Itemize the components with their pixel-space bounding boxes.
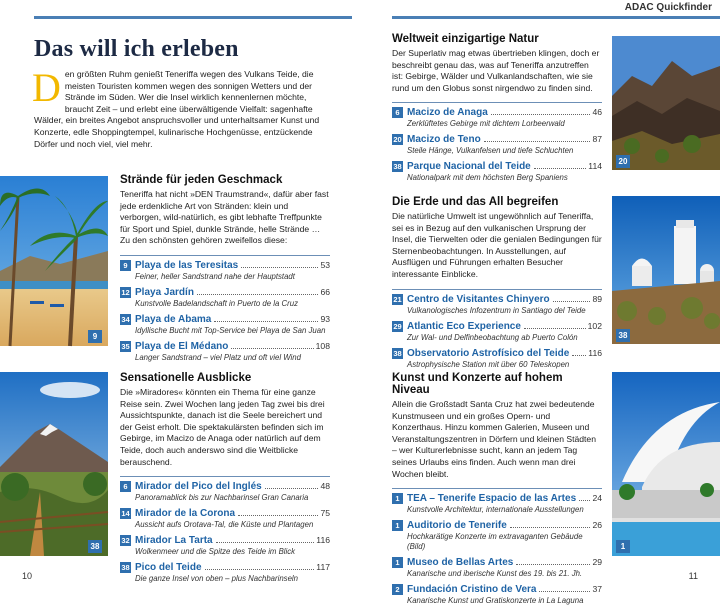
section-kunst-text: Allein die Großstadt Santa Cruz hat zwei bedeutende Kunstmuseen und ein großes Opern- und Konzerthaus. Hinzu kommen Galerien, Museen und Veranstaltungszentren in Dörfern und kleinen Städten – wer Kulturerlebnisse sucht, kann an jedem Tag seines Urlaubs eins finden. Auch wenn man drei Wochen bleibt. <box>392 399 596 479</box>
section-erde-text: Die natürliche Umwelt ist ungewöhnlich auf Teneriffa, sei es in Bezug auf den vulkanischen Ursprung der Insel, die Tierwelten oder die genialen Bedingungen für Sternenbeobachtungen. In Ausstellungen, auf Ausflügen und Führungen erhalten Besucher interessante Einblicke. <box>392 211 602 279</box>
entry-badge: 38 <box>121 563 130 573</box>
list-item[interactable] <box>120 283 330 310</box>
entry-name: Macizo de Anaga <box>407 107 488 119</box>
list-item[interactable] <box>392 103 602 130</box>
entry-page: 53 <box>320 259 330 270</box>
section-strande-entries <box>120 255 330 364</box>
entry-badge: 12 <box>121 287 130 297</box>
section-natur-text: Der Superlativ mag etwas übertrieben klingen, doch er beschreibt genau das, was auf Teneriffa anzutreffen ist: Gebirge, Wälder und Vulkanlandschaften, wie sie rund um den Globus sonst nirgendwo zu finden sind. <box>392 48 600 93</box>
list-item[interactable] <box>392 317 602 344</box>
entry-page: 116 <box>588 347 602 358</box>
entry-name: Centro de Visitantes Chinyero <box>407 293 550 305</box>
list-item[interactable] <box>120 558 330 585</box>
section-kunst-entries <box>392 488 602 607</box>
list-item[interactable] <box>120 504 330 531</box>
section-ausblicke <box>120 372 330 585</box>
entry-desc: Feiner, heller Sandstrand nahe der Hauptstadt <box>135 271 295 281</box>
section-erde-heading: Die Erde und das All begreifen <box>392 196 559 208</box>
list-item[interactable] <box>120 256 330 283</box>
entry-badge: 6 <box>120 481 131 492</box>
entry-desc: Panoramablick bis zur Nachbarinsel Gran Canaria <box>135 493 309 503</box>
entry-page: 89 <box>592 293 602 304</box>
entry-desc: Zerklüftetes Gebirge mit dichtem Lorbeerwald <box>407 119 565 129</box>
photo-auditorio <box>612 372 720 556</box>
entry-desc: Vulkanologisches Infozentrum in Santiago del Teide <box>407 305 586 315</box>
section-ausblicke-text: Die »Miradores« könnten ein Thema für eine ganze Reise sein. Zwei Wochen lang jeden Tag zwei bis drei Aussichtspunkte, danach ist die Seele bereichert und der Geist erholt. Die spektakulärsten befinden sich im Gebirge, im Macizo de Anaga oder natürlich auf dem Teide, doch auch anderswo sind die Weitblicke berauschend. <box>120 387 325 467</box>
entry-badge: 1 <box>392 520 403 531</box>
entry-page: 24 <box>592 493 602 504</box>
entry-desc: Nationalpark mit dem höchsten Berg Spaniens <box>407 173 568 183</box>
section-strande-text: Teneriffa hat nicht »DEN Traumstrand«, dafür aber fast jede erdenkliche Art von Stränden: klein und verborgen, wild-natürlich, es gibt lebhafte Treffpunkte für Sport und Spiel, dunkle Strände, helle Strände … Zu den schönsten gehören zweifellos diese: <box>120 189 329 246</box>
header-rule-left <box>34 16 352 19</box>
section-erde-entries <box>392 289 602 371</box>
photo-observatory <box>612 196 720 344</box>
entry-name: TEA – Tenerife Espacio de las Artes <box>407 493 577 505</box>
entry-desc: Steile Hänge, Vulkanfelsen und tiefe Schluchten <box>407 146 574 156</box>
list-item[interactable] <box>120 531 330 558</box>
entry-desc: Idyllische Bucht mit Top-Service bei Playa de San Juan <box>135 325 326 335</box>
running-header-title: ADAC Quickfinder <box>624 2 712 13</box>
entry-badge: 35 <box>121 341 130 351</box>
photo-observatory-badge: 38 <box>616 329 630 342</box>
entry-badge: 2 <box>392 584 403 595</box>
entry-name: Atlantic Eco Experience <box>407 320 521 332</box>
entry-desc: Die ganze Insel von oben – plus Nachbarinseln <box>135 574 298 584</box>
running-header <box>0 0 720 16</box>
entry-name: Auditorio de Tenerife <box>407 520 507 532</box>
photo-rocks-badge: 20 <box>616 155 630 168</box>
entry-page: 93 <box>320 313 330 324</box>
section-natur <box>392 33 602 184</box>
entry-page: 46 <box>592 107 602 118</box>
page-number-left: 10 <box>22 571 33 581</box>
entry-desc: Kunstvolle Architektur, internationale Ausstellungen <box>407 505 584 515</box>
entry-page: 66 <box>320 286 330 297</box>
entry-page: 116 <box>316 535 330 546</box>
entry-badge: 32 <box>121 536 130 546</box>
entry-desc: Kunstvolle Badelandschaft in Puerto de la Cruz <box>135 298 298 308</box>
section-ausblicke-entries <box>120 476 330 585</box>
entry-badge: 1 <box>392 493 403 504</box>
section-natur-entries <box>392 102 602 184</box>
header-rule-right <box>392 16 720 19</box>
entry-page: 114 <box>588 161 602 172</box>
entry-desc: Langer Sandstrand – viel Platz und oft viel Wind <box>135 352 301 362</box>
entry-name: Playa Jardín <box>135 286 194 298</box>
list-item[interactable] <box>392 157 602 184</box>
entry-badge: 9 <box>120 260 131 271</box>
entry-desc: Wolkenmeer und die Spitze des Teide im Blick <box>135 547 296 557</box>
entry-name: Pico del Teide <box>135 562 202 574</box>
entry-page: 75 <box>320 508 330 519</box>
entry-name: Mirador La Tarta <box>135 535 213 547</box>
entry-badge: 34 <box>121 314 130 324</box>
list-item[interactable] <box>392 290 602 317</box>
entry-name: Parque Nacional del Teide <box>407 161 531 173</box>
entry-badge: 1 <box>392 557 403 568</box>
section-ausblicke-heading: Sensationelle Ausblicke <box>120 372 252 384</box>
entry-name: Playa de las Teresitas <box>135 259 239 271</box>
entry-name: Macizo de Teno <box>407 134 481 146</box>
photo-rocks <box>612 36 720 170</box>
entry-desc: Hochkarätige Konzerte im extravaganten Gebäude (Bild) <box>407 532 583 552</box>
photo-teide-view <box>0 372 108 556</box>
section-kunst-heading: Kunst und Konzerte auf hohem Niveau <box>392 372 563 396</box>
entry-name: Playa de Abama <box>135 313 212 325</box>
section-kunst <box>392 372 602 607</box>
photo-beach-badge: 9 <box>88 330 102 343</box>
entry-badge: 29 <box>393 321 402 331</box>
entry-page: 87 <box>592 134 602 145</box>
entry-badge: 20 <box>393 135 402 145</box>
entry-badge: 38 <box>393 162 402 172</box>
section-erde <box>392 196 602 371</box>
dropcap: D <box>32 65 61 110</box>
list-item[interactable] <box>120 337 330 364</box>
intro-text: en größten Ruhm genießt Teneriffa wegen des Vulkans Teide, die meisten Touristen kommen wegen des sonnigen Wetters und der Strände im Süden. Wer die Insel wirklich kennenlernen möchte, braucht Zeit – und erlebt eine überwältigende Vielfalt: sagenhafte Wälder, ein breites Angebot anspruchsvoller und unterhaltsamer Kunst und Konzerte, edle Shoppingtempel, kulinarische Hochgenüsse, entzückende Dörfer und noch viel, viel mehr. <box>34 69 320 149</box>
section-natur-heading: Weltweit einzigartige Natur <box>392 33 539 45</box>
entry-desc: Kanarische Kunst und Gratiskonzerte in La Laguna <box>407 596 584 606</box>
entry-desc: Zur Wal- und Delfinbeobachtung ab Puerto Colón <box>407 332 578 342</box>
entry-badge: 21 <box>393 294 402 304</box>
entry-page: 117 <box>316 562 330 573</box>
intro-paragraph <box>32 65 334 150</box>
entry-page: 29 <box>592 557 602 568</box>
photo-beach <box>0 176 108 346</box>
entry-badge: 38 <box>393 348 402 358</box>
entry-page: 48 <box>320 481 330 492</box>
list-item[interactable] <box>392 344 602 371</box>
section-strande <box>120 174 330 364</box>
entry-name: Museo de Bellas Artes <box>407 557 514 569</box>
list-item[interactable] <box>120 310 330 337</box>
list-item[interactable] <box>392 580 602 607</box>
entry-desc: Astrophysische Station mit über 60 Teleskopen <box>407 359 570 369</box>
list-item[interactable] <box>392 516 602 553</box>
list-item[interactable] <box>392 553 602 580</box>
entry-name: Observatorio Astrofísico del Teide <box>407 347 570 359</box>
page-number-right: 11 <box>688 571 698 581</box>
entry-desc: Aussicht aufs Orotava-Tal, die Küste und Plantagen <box>135 520 314 530</box>
entry-page: 102 <box>587 320 602 331</box>
list-item[interactable] <box>392 130 602 157</box>
entry-page: 26 <box>592 520 602 531</box>
photo-auditorio-badge: 1 <box>616 540 630 553</box>
entry-page: 108 <box>315 340 330 351</box>
entry-name: Playa de El Médano <box>135 340 229 352</box>
entry-name: Mirador del Pico del Inglés <box>135 481 262 493</box>
photo-teide-view-badge: 38 <box>88 540 102 553</box>
page-title: Das will ich erleben <box>34 36 239 62</box>
entry-desc: Kanarische und iberische Kunst des 19. bis 21. Jh. <box>407 569 583 579</box>
entry-name: Mirador de la Corona <box>135 508 236 520</box>
entry-page: 37 <box>592 584 602 595</box>
list-item[interactable] <box>120 477 330 504</box>
entry-badge: 6 <box>392 107 403 118</box>
entry-name: Fundación Cristino de Vera <box>407 584 537 596</box>
entry-badge: 14 <box>121 509 130 519</box>
section-strande-heading: Strände für jeden Geschmack <box>120 174 283 186</box>
list-item[interactable] <box>392 489 602 516</box>
